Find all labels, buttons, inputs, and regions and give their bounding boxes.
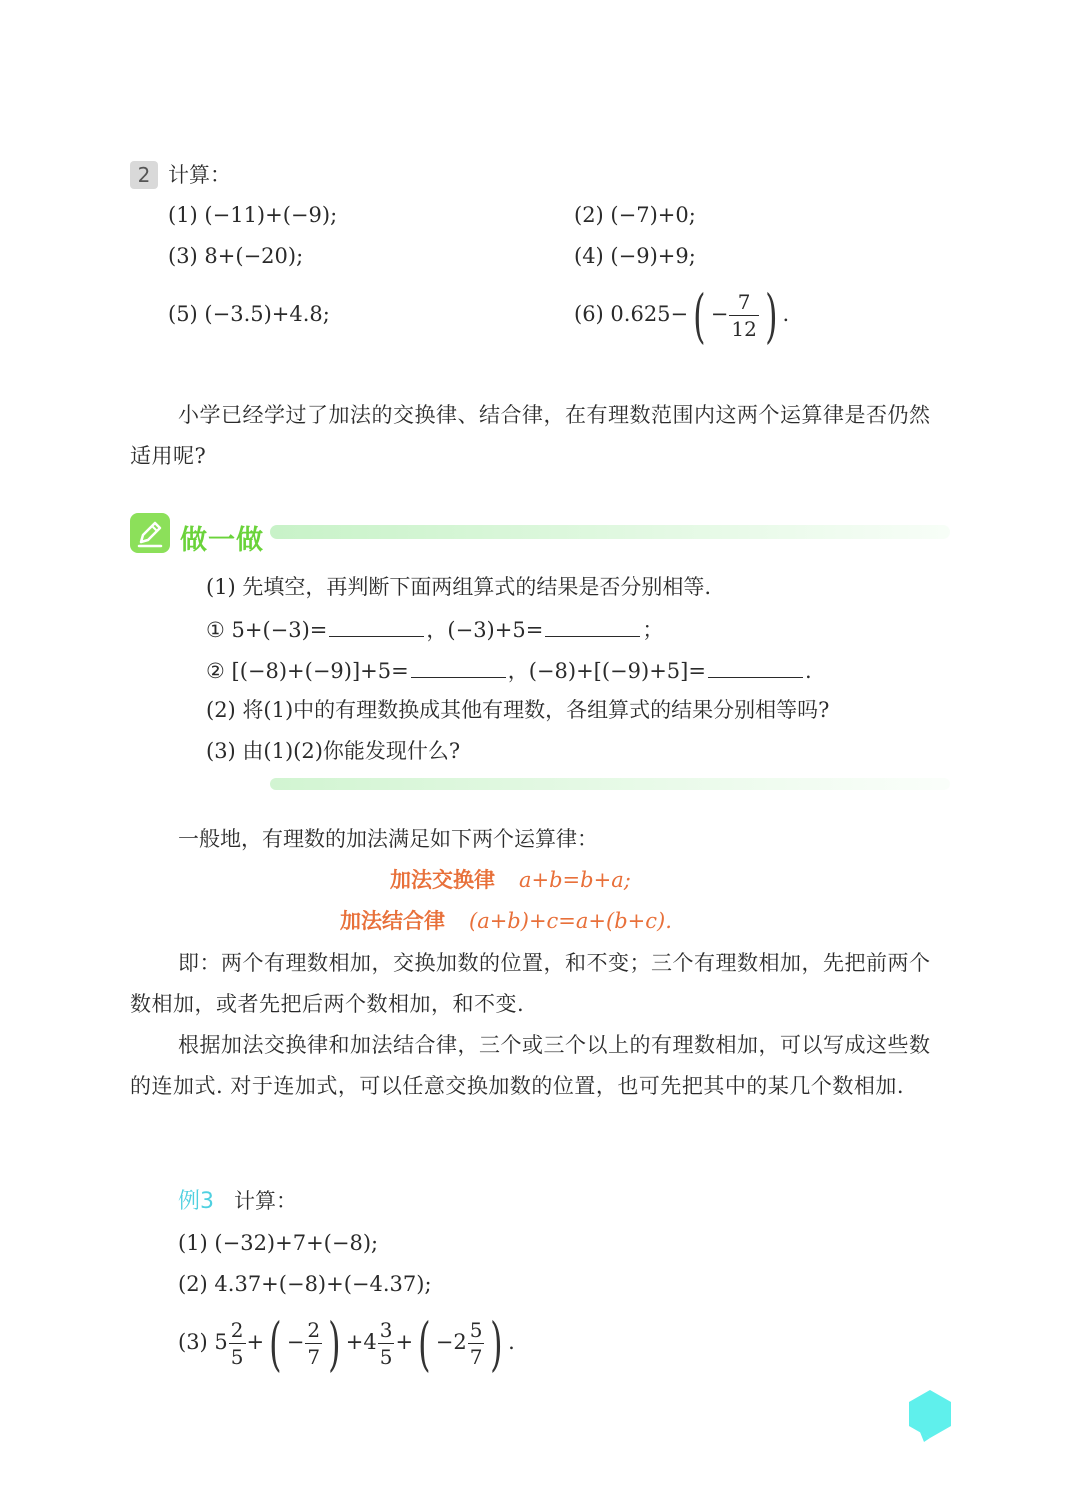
explanation-paragraph-1: 即：两个有理数相加，交换加数的位置，和不变；三个有理数相加，先把前两个数相加，或者先把后两个数相加，和不变. [130,951,931,1016]
activity-question-2: (2) 将(1)中的有理数换成其他有理数，各组算式的结果分别相等吗? [206,698,830,722]
activity-row-2 [206,659,812,682]
pencil-icon [130,513,170,553]
fill-blank[interactable] [329,618,424,637]
fraction-numerator: 2 [230,1318,244,1342]
associative-law-name: 加法结合律 [340,909,445,933]
exercise-item-1: (1) (−11)+(−9); [168,203,338,227]
row2-part-b: ，(−8)+[(−9)+5]= [507,659,706,683]
e3-end: . [508,1330,515,1354]
row1-part-a: ① 5+(−3)= [206,618,328,642]
associative-law-formula: (a+b)+c=a+(b+c). [469,909,672,933]
exercise-title: 计算： [168,163,231,187]
row1-part-b: ，(−3)+5= [426,618,544,642]
fraction-numerator: 2 [307,1318,321,1342]
example-item-2: (2) 4.37+(−8)+(−4.37); [178,1272,432,1296]
right-paren: ) [328,1309,341,1378]
exercise-item-6 [574,281,790,350]
fraction-numerator: 5 [469,1318,483,1342]
exercise-item-5: (5) (−3.5)+4.8; [168,302,330,326]
commutative-law [390,870,631,891]
fraction-denominator: 7 [469,1345,483,1369]
exercise-item-3: (3) 8+(−20); [168,244,304,268]
fraction-7-12 [729,292,758,339]
fraction-3-5 [378,1320,395,1367]
hexagon-page-marker-icon [906,1388,954,1442]
row2-part-c: . [804,659,812,683]
fraction-numerator: 7 [729,292,758,316]
example-label: 例3 [178,1189,214,1214]
activity-footer-bar [270,778,950,790]
item6-prefix: (6) 0.625− [574,302,689,326]
right-paren: ) [490,1309,503,1378]
minus-two: −2 [435,1330,467,1354]
left-paren: ( [269,1309,282,1378]
fill-blank[interactable] [708,659,803,678]
example-item-3 [178,1309,515,1378]
minus-sign: − [286,1330,305,1354]
commutative-law-name: 加法交换律 [390,868,495,892]
left-paren: ( [418,1309,431,1378]
general-statement: 一般地，有理数的加法满足如下两个运算律： [178,827,598,851]
row1-part-c: ； [642,618,664,642]
activity-title: 做一做 [180,525,264,556]
intro-paragraph: 小学已经学过了加法的交换律、结合律，在有理数范围内这两个运算律是否仍然适用呢? [130,403,931,468]
left-paren: ( [693,281,706,350]
e3-prefix: (3) 5 [178,1330,228,1354]
fraction-2-5 [229,1320,246,1367]
fraction-denominator: 12 [731,317,757,341]
item6-end: . [782,302,790,326]
example-item-1: (1) (−32)+7+(−8); [178,1231,379,1255]
activity-question-1: (1) 先填空，再判断下面两组算式的结果是否分别相等. [206,575,712,599]
row2-part-a: ② [(−8)+(−9)]+5= [206,659,409,683]
fraction-5-7 [468,1320,485,1367]
activity-row-1 [206,618,663,641]
fraction-2-7 [305,1320,322,1367]
example-title: 计算： [234,1189,297,1213]
commutative-law-formula: a+b=b+a; [519,868,631,892]
plus-four: +4 [345,1330,377,1354]
explanation-paragraph-2: 根据加法交换律和加法结合律，三个或三个以上的有理数相加，可以写成这些数的连加式. 对于连加式，可以任意交换加数的位置，也可先把其中的某几个数相加. [130,1033,931,1098]
plus-sign: + [395,1330,414,1354]
fraction-denominator: 7 [307,1345,321,1369]
activity-header-bar [270,525,950,539]
exercise-item-2: (2) (−7)+0; [574,203,696,227]
associative-law [340,911,672,932]
fraction-denominator: 5 [230,1345,244,1369]
fill-blank[interactable] [411,659,506,678]
fill-blank[interactable] [545,618,640,637]
right-paren: ) [764,281,778,350]
exercise-number-badge: 2 [130,161,158,189]
plus-sign: + [246,1330,265,1354]
activity-question-3: (3) 由(1)(2)你能发现什么? [206,739,461,763]
example-3-heading [178,1191,297,1213]
fraction-denominator: 5 [379,1345,393,1369]
fraction-numerator: 3 [379,1318,393,1342]
item6-minus: − [710,302,729,326]
exercise-item-4: (4) (−9)+9; [574,244,696,268]
